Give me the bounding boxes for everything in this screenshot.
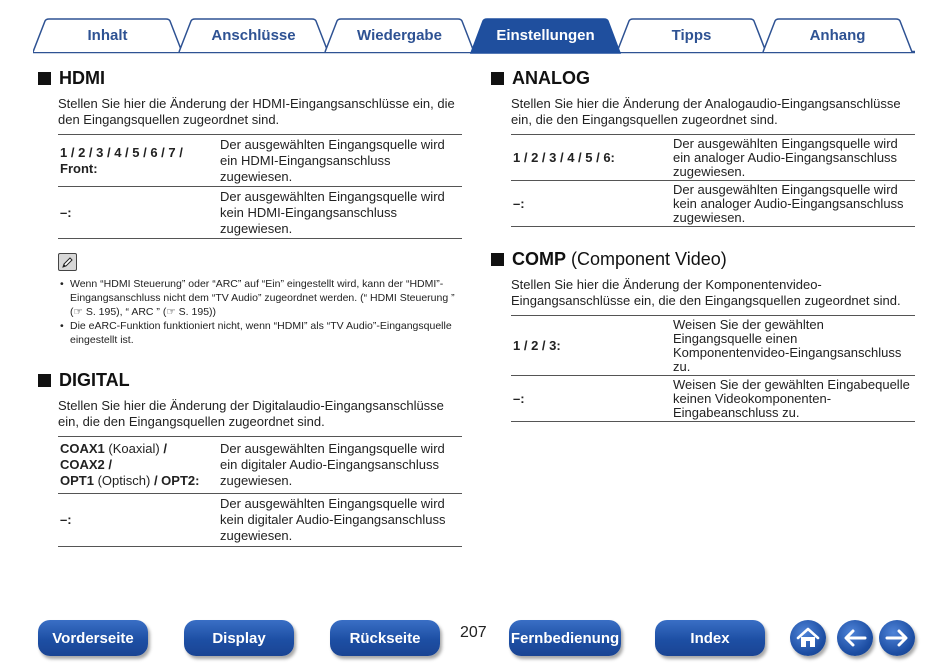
tab-anschluesse[interactable]: Anschlüsse [211, 26, 296, 44]
option-description: Der ausgewählten Eingangsquelle wird kein analoger Audio-Eingangsanschluss zugewiesen. [673, 181, 904, 225]
option-description: Der ausgewählten Eingangsquelle wird ein digitaler Audio-Eingangsanschluss zugewiesen. [220, 441, 445, 488]
back-button[interactable] [837, 620, 873, 656]
arrow-left-icon [843, 629, 867, 647]
table-row [511, 181, 915, 227]
tab-wiedergabe[interactable]: Wiedergabe [357, 26, 442, 44]
hdmi-title: HDMI [59, 67, 105, 88]
home-button[interactable] [790, 620, 826, 656]
digital-options-table [58, 436, 462, 547]
hdmi-intro: Stellen Sie hier die Änderung der HDMI-Eingangsanschlüsse ein, die den Eingangsquellen zugeordnet sind. [58, 96, 455, 127]
rueckseite-button[interactable]: Rückseite [330, 620, 440, 656]
forward-button[interactable] [879, 620, 915, 656]
digital-title: DIGITAL [59, 369, 130, 390]
analog-options-table [511, 134, 915, 227]
section-bullet-square [38, 374, 51, 387]
display-button[interactable]: Display [184, 620, 294, 656]
vorderseite-button[interactable]: Vorderseite [38, 620, 148, 656]
option-key: 1 / 2 / 3 / 4 / 5 / 6 / 7 / Front: [60, 144, 183, 176]
tab-bar [33, 18, 915, 54]
tab-anhang[interactable]: Anhang [809, 26, 866, 44]
analog-intro: Stellen Sie hier die Änderung der Analogaudio-Eingangsanschlüsse ein, die den Eingangsquellen zugeordnet sind. [511, 96, 901, 127]
key-coax1: COAX1 [60, 441, 105, 456]
option-key [58, 437, 220, 494]
option-key: –: [60, 204, 72, 220]
digital-section [38, 368, 462, 547]
note-item: • Die eARC-Funktion funktioniert nicht, wenn “HDMI” als “TV Audio”-Eingangsquelle eingestellt ist. [58, 319, 462, 347]
section-bullet-square [491, 253, 504, 266]
tab-einstellungen[interactable]: Einstellungen [496, 26, 595, 44]
arrow-right-icon [885, 629, 909, 647]
analog-heading [491, 66, 915, 90]
fernbedienung-button[interactable]: Fernbedienung [509, 620, 621, 656]
option-description: Der ausgewählten Eingangsquelle wird kein HDMI-Eingangsanschluss zugewiesen. [220, 188, 445, 236]
right-column [491, 66, 915, 420]
option-key: 1 / 2 / 3 / 4 / 5 / 6: [513, 149, 615, 165]
key-coax1-note: (Koaxial) [108, 441, 160, 456]
hdmi-heading [38, 66, 462, 90]
table-row [58, 437, 462, 494]
table-row [58, 135, 462, 187]
comp-section [491, 247, 915, 422]
hdmi-section [38, 66, 462, 347]
key-opt1: OPT1 [60, 473, 94, 488]
home-icon [796, 627, 820, 649]
comp-title: COMP [512, 248, 566, 269]
left-column [38, 66, 462, 543]
option-description: Weisen Sie der gewählten Eingangsquelle einen Komponentenvideo-Eingangsanschluss zu. [673, 316, 902, 374]
key-separator: / [163, 441, 167, 456]
comp-intro: Stellen Sie hier die Änderung der Komponentenvideo-Eingangsanschlüsse ein, die den Eingangsquellen zugeordnet sind. [511, 277, 901, 308]
option-key: –: [60, 512, 72, 527]
table-row [511, 316, 915, 376]
key-opt1-note: (Optisch) [97, 473, 151, 488]
table-row [58, 494, 462, 547]
comp-subtitle: (Component Video) [571, 248, 727, 269]
key-coax2: COAX2 / [60, 457, 113, 472]
option-key: –: [513, 390, 525, 406]
tab-tipps[interactable]: Tipps [671, 26, 712, 44]
pencil-note-icon [58, 253, 77, 271]
index-button[interactable]: Index [655, 620, 765, 656]
option-description: Weisen Sie der gewählten Eingabequelle keinen Videokomponenten-Eingabeanschluss zu. [673, 376, 910, 420]
section-bullet-square [38, 72, 51, 85]
option-description: Der ausgewählten Eingangsquelle wird ein analoger Audio-Eingangsanschluss zugewiesen. [673, 135, 898, 179]
page-number: 207 [460, 624, 487, 641]
hdmi-notes [58, 253, 462, 347]
option-description: Der ausgewählten Eingangsquelle wird ein HDMI-Eingangsanschluss zugewiesen. [220, 136, 445, 184]
option-description: Der ausgewählten Eingangsquelle wird kein digitaler Audio-Eingangsanschluss zugewiesen. [220, 496, 446, 543]
tab-inhalt[interactable]: Inhalt [87, 26, 128, 44]
option-key: 1 / 2 / 3: [513, 337, 561, 353]
table-row [58, 187, 462, 239]
section-bullet-square [491, 72, 504, 85]
option-key: –: [513, 195, 525, 211]
digital-intro: Stellen Sie hier die Änderung der Digitalaudio-Eingangsanschlüsse ein, die den Eingangsquellen zugeordnet sind. [58, 398, 444, 429]
comp-options-table [511, 315, 915, 422]
comp-heading [491, 247, 915, 271]
analog-section [491, 66, 915, 227]
analog-title: ANALOG [512, 67, 590, 88]
hdmi-options-table [58, 134, 462, 239]
note-item: • Wenn “HDMI Steuerung” oder “ARC” auf “Ein” eingestellt wird, kann der “HDMI”-Eingangsanschluss nicht dem “TV Audio” zugeordnet werden. (“ HDMI Steuerung ” (☞ S. 195), “ ARC ” (☞ S. 195)) [58, 277, 462, 319]
key-opt2: / OPT2: [153, 473, 200, 488]
table-row [511, 376, 915, 422]
digital-heading [38, 368, 462, 392]
table-row [511, 135, 915, 181]
